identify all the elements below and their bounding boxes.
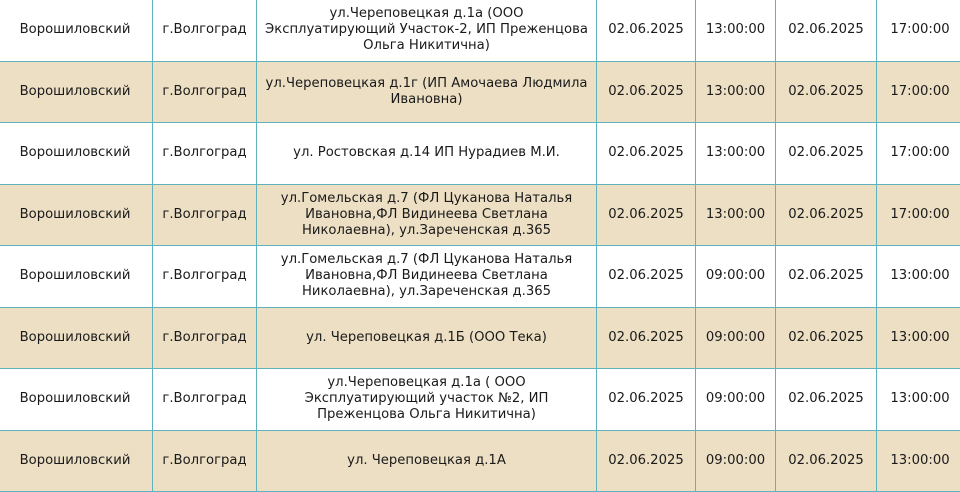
start-time-cell: 13:00:00 [696, 61, 776, 123]
end-date-cell: 02.06.2025 [776, 369, 877, 431]
address-cell: ул. Череповецкая д.1А [257, 430, 597, 492]
city-cell: г.Волгоград [153, 369, 257, 431]
table-row [0, 307, 960, 369]
end-date-cell: 02.06.2025 [776, 246, 877, 308]
end-time-cell: 17:00:00 [877, 184, 960, 246]
address-cell: ул.Череповецкая д.1а (ООО Эксплуатирующий Участок-2, ИП Преженцова Ольга Никитична) [257, 0, 597, 61]
start-date-cell: 02.06.2025 [597, 123, 696, 185]
start-date-cell: 02.06.2025 [597, 307, 696, 369]
city-cell: г.Волгоград [153, 61, 257, 123]
start-date-cell: 02.06.2025 [597, 61, 696, 123]
city-cell: г.Волгоград [153, 184, 257, 246]
end-date-cell: 02.06.2025 [776, 123, 877, 185]
start-date-cell: 02.06.2025 [597, 184, 696, 246]
end-time-cell: 13:00:00 [877, 430, 960, 492]
table-row [0, 430, 960, 492]
start-date-cell: 02.06.2025 [597, 0, 696, 61]
table-row [0, 0, 960, 61]
district-cell: Ворошиловский [0, 184, 153, 246]
table-row [0, 123, 960, 185]
start-date-cell: 02.06.2025 [597, 430, 696, 492]
district-cell: Ворошиловский [0, 430, 153, 492]
end-date-cell: 02.06.2025 [776, 184, 877, 246]
address-cell: ул.Череповецкая д.1г (ИП Амочаева Людмила Ивановна) [257, 61, 597, 123]
end-time-cell: 13:00:00 [877, 246, 960, 308]
city-cell: г.Волгоград [153, 0, 257, 61]
start-time-cell: 09:00:00 [696, 246, 776, 308]
district-cell: Ворошиловский [0, 369, 153, 431]
end-time-cell: 13:00:00 [877, 307, 960, 369]
district-cell: Ворошиловский [0, 123, 153, 185]
end-time-cell: 17:00:00 [877, 0, 960, 61]
address-cell: ул.Гомельская д.7 (ФЛ Цуканова Наталья Ивановна,ФЛ Видинеева Светлана Николаевна), ул.Зареченская д.365 [257, 246, 597, 308]
district-cell: Ворошиловский [0, 61, 153, 123]
table-row [0, 246, 960, 308]
end-time-cell: 17:00:00 [877, 123, 960, 185]
end-time-cell: 17:00:00 [877, 61, 960, 123]
start-time-cell: 13:00:00 [696, 123, 776, 185]
address-cell: ул.Череповецкая д.1а ( ООО Эксплуатирующий участок №2, ИП Преженцова Ольга Никитична) [257, 369, 597, 431]
table-row [0, 184, 960, 246]
district-cell: Ворошиловский [0, 246, 153, 308]
end-date-cell: 02.06.2025 [776, 430, 877, 492]
start-time-cell: 09:00:00 [696, 307, 776, 369]
start-date-cell: 02.06.2025 [597, 369, 696, 431]
end-date-cell: 02.06.2025 [776, 0, 877, 61]
table-row [0, 61, 960, 123]
end-date-cell: 02.06.2025 [776, 307, 877, 369]
start-time-cell: 13:00:00 [696, 184, 776, 246]
start-time-cell: 13:00:00 [696, 0, 776, 61]
end-time-cell: 13:00:00 [877, 369, 960, 431]
city-cell: г.Волгоград [153, 123, 257, 185]
city-cell: г.Волгоград [153, 246, 257, 308]
start-time-cell: 09:00:00 [696, 430, 776, 492]
address-cell: ул.Гомельская д.7 (ФЛ Цуканова Наталья Ивановна,ФЛ Видинеева Светлана Николаевна), ул.Зареченская д.365 [257, 184, 597, 246]
address-cell: ул. Череповецкая д.1Б (ООО Тека) [257, 307, 597, 369]
start-time-cell: 09:00:00 [696, 369, 776, 431]
end-date-cell: 02.06.2025 [776, 61, 877, 123]
address-cell: ул. Ростовская д.14 ИП Нурадиев М.И. [257, 123, 597, 185]
district-cell: Ворошиловский [0, 307, 153, 369]
city-cell: г.Волгоград [153, 307, 257, 369]
district-cell: Ворошиловский [0, 0, 153, 61]
start-date-cell: 02.06.2025 [597, 246, 696, 308]
table-row [0, 369, 960, 431]
city-cell: г.Волгоград [153, 430, 257, 492]
